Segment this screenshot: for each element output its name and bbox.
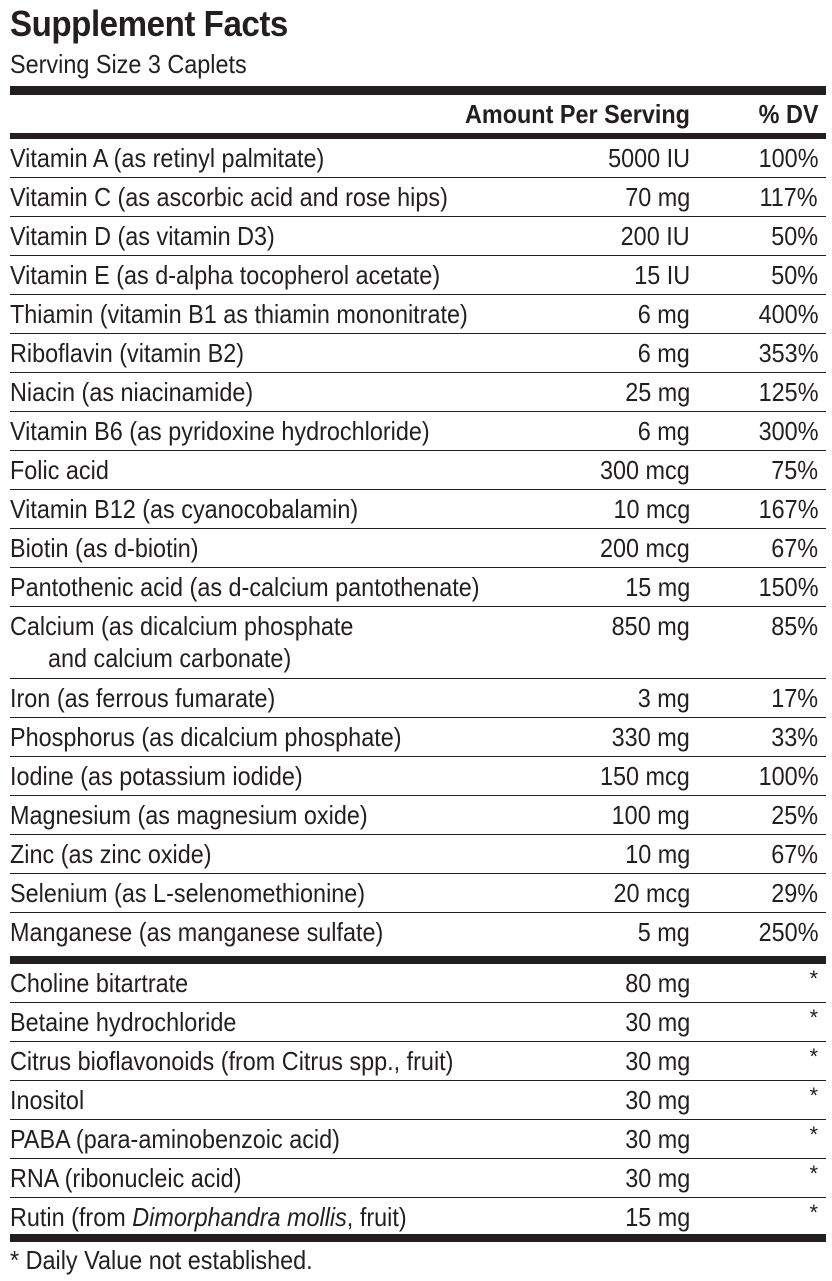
nutrient-name: Vitamin B12 (as cyanocobalamin)	[10, 494, 359, 524]
nutrient-row	[10, 913, 826, 952]
nutrient-row	[10, 217, 826, 256]
ingredient-row	[10, 1003, 826, 1042]
ingredient-name: PABA (para-aminobenzoic acid)	[10, 1124, 340, 1154]
nutrient-name: Phosphorus (as dicalcium phosphate)	[10, 722, 402, 752]
nutrient-name: Riboflavin (vitamin B2)	[10, 338, 245, 368]
nutrient-amount: 70 mg	[624, 182, 690, 212]
ingredient-amount: 15 mg	[624, 1202, 690, 1232]
nutrient-name: Iron (as ferrous fumarate)	[10, 683, 276, 713]
nutrient-name: Biotin (as d-biotin)	[10, 533, 199, 563]
ingredient-name: RNA (ribonucleic acid)	[10, 1163, 242, 1193]
nutrient-row	[10, 835, 826, 874]
nutrient-amount: 25 mg	[624, 377, 690, 407]
nutrient-daily-value: 150%	[758, 572, 818, 602]
nutrient-name: Vitamin A (as retinyl palmitate)	[10, 143, 325, 173]
nutrient-daily-value: 100%	[758, 761, 818, 791]
nutrient-amount: 150 mcg	[600, 761, 690, 791]
ingredient-name: Inositol	[10, 1085, 85, 1115]
nutrient-row	[10, 334, 826, 373]
nutrient-row	[10, 256, 826, 295]
ingredient-amount: 30 mg	[624, 1163, 690, 1193]
nutrient-row	[10, 490, 826, 529]
ingredient-name: Citrus bioflavonoids (from Citrus spp., fruit)	[10, 1046, 454, 1076]
nutrient-daily-value: 117%	[759, 182, 818, 212]
nutrient-row	[10, 295, 826, 334]
ingredient-name: Betaine hydrochloride	[10, 1007, 237, 1037]
ingredient-amount: 30 mg	[624, 1085, 690, 1115]
nutrient-daily-value: 400%	[758, 299, 818, 329]
nutrient-amount: 3 mg	[637, 683, 690, 713]
nutrient-row	[10, 139, 826, 178]
nutrient-daily-value: 167%	[758, 494, 818, 524]
nutrient-row	[10, 874, 826, 913]
nutrient-daily-value: 250%	[758, 917, 818, 947]
nutrient-row	[10, 529, 826, 568]
ingredient-name-prefix: Rutin (from	[10, 1202, 133, 1232]
nutrient-daily-value: 85%	[771, 611, 818, 641]
nutrient-name: Pantothenic acid (as d-calcium pantothenate)	[10, 572, 480, 602]
daily-value-not-established-mark: *	[809, 1161, 818, 1186]
nutrient-name: Calcium (as dicalcium phosphate	[10, 611, 354, 641]
ingredient-row	[10, 1042, 826, 1081]
nutrient-row	[10, 796, 826, 835]
nutrient-name: Vitamin D (as vitamin D3)	[10, 221, 275, 251]
nutrient-daily-value: 17%	[771, 683, 818, 713]
vitamin-mineral-list	[10, 139, 826, 952]
nutrient-amount: 300 mcg	[600, 455, 690, 485]
nutrient-amount: 6 mg	[637, 299, 690, 329]
nutrient-amount: 10 mcg	[613, 494, 690, 524]
nutrient-daily-value: 300%	[758, 416, 818, 446]
ingredient-amount: 30 mg	[624, 1046, 690, 1076]
nutrient-amount: 15 IU	[634, 260, 690, 290]
nutrient-row	[10, 679, 826, 718]
nutrient-daily-value: 67%	[771, 839, 818, 869]
daily-value-not-established-mark: *	[809, 1044, 818, 1069]
bottom-divider	[10, 1234, 826, 1242]
nutrient-row	[10, 568, 826, 607]
nutrient-daily-value: 67%	[771, 533, 818, 563]
daily-value-not-established-mark: *	[809, 1005, 818, 1030]
nutrient-row	[10, 757, 826, 796]
nutrient-daily-value: 25%	[771, 800, 818, 830]
ingredient-amount: 30 mg	[624, 1007, 690, 1037]
nutrient-daily-value: 50%	[771, 260, 818, 290]
nutrient-daily-value: 33%	[771, 722, 818, 752]
daily-value-not-established-mark: *	[809, 1122, 818, 1147]
nutrient-name: Selenium (as L-selenomethionine)	[10, 878, 366, 908]
ingredient-name: Choline bitartrate	[10, 968, 189, 998]
ingredient-amount: 80 mg	[624, 968, 690, 998]
nutrient-name: Vitamin C (as ascorbic acid and rose hips)	[10, 182, 448, 212]
nutrient-name: Zinc (as zinc oxide)	[10, 839, 212, 869]
nutrient-amount: 10 mg	[624, 839, 690, 869]
nutrient-name: Vitamin E (as d-alpha tocopherol acetate)	[10, 260, 441, 290]
nutrient-amount: 200 mcg	[600, 533, 690, 563]
nutrient-daily-value: 29%	[771, 878, 818, 908]
nutrient-name: Folic acid	[10, 455, 109, 485]
ingredient-row	[10, 1120, 826, 1159]
other-ingredients-list	[10, 964, 826, 1237]
nutrient-name-continued: and calcium carbonate)	[48, 643, 292, 673]
ingredient-row	[10, 964, 826, 1003]
serving-size: Serving Size 3 Caplets	[10, 49, 247, 79]
ingredient-row	[10, 1159, 826, 1198]
nutrient-name: Manganese (as manganese sulfate)	[10, 917, 384, 947]
nutrient-amount: 5000 IU	[608, 143, 690, 173]
nutrient-name: Niacin (as niacinamide)	[10, 377, 254, 407]
footnote: * Daily Value not established.	[10, 1245, 313, 1275]
nutrient-daily-value: 50%	[771, 221, 818, 251]
nutrient-row	[10, 451, 826, 490]
nutrient-amount: 200 IU	[621, 221, 690, 251]
panel-title: Supplement Facts	[10, 3, 288, 44]
ingredient-botanical-name: Dimorphandra mollis	[132, 1202, 347, 1232]
daily-value-not-established-mark: *	[809, 1200, 818, 1225]
nutrient-row	[10, 412, 826, 451]
nutrient-daily-value: 353%	[758, 338, 818, 368]
nutrient-amount: 330 mg	[611, 722, 690, 752]
nutrient-amount: 850 mg	[611, 611, 690, 641]
nutrient-daily-value: 125%	[758, 377, 818, 407]
nutrient-amount: 6 mg	[637, 416, 690, 446]
nutrient-row	[10, 718, 826, 757]
nutrient-amount: 100 mg	[611, 800, 690, 830]
nutrient-amount: 15 mg	[624, 572, 690, 602]
nutrient-row	[10, 607, 826, 679]
ingredient-name	[10, 1199, 407, 1236]
nutrient-amount: 20 mcg	[613, 878, 690, 908]
nutrient-row	[10, 178, 826, 217]
section-divider	[10, 956, 826, 964]
column-header-row	[10, 96, 826, 132]
daily-value-not-established-mark: *	[809, 966, 818, 991]
nutrient-name: Vitamin B6 (as pyridoxine hydrochloride)	[10, 416, 430, 446]
nutrient-daily-value: 100%	[758, 143, 818, 173]
amount-column-header: Amount Per Serving	[465, 99, 690, 129]
ingredient-row	[10, 1081, 826, 1120]
daily-value-not-established-mark: *	[809, 1083, 818, 1108]
ingredient-name-suffix: , fruit)	[346, 1202, 407, 1232]
ingredient-amount: 30 mg	[624, 1124, 690, 1154]
nutrient-name: Iodine (as potassium iodide)	[10, 761, 303, 791]
dv-column-header: % DV	[758, 99, 818, 129]
nutrient-name: Thiamin (vitamin B1 as thiamin mononitrate)	[10, 299, 468, 329]
nutrient-name: Magnesium (as magnesium oxide)	[10, 800, 368, 830]
nutrient-amount: 5 mg	[637, 917, 690, 947]
ingredient-row	[10, 1198, 826, 1237]
nutrient-row	[10, 373, 826, 412]
nutrient-amount: 6 mg	[637, 338, 690, 368]
nutrient-daily-value: 75%	[771, 455, 818, 485]
top-divider	[10, 86, 826, 95]
